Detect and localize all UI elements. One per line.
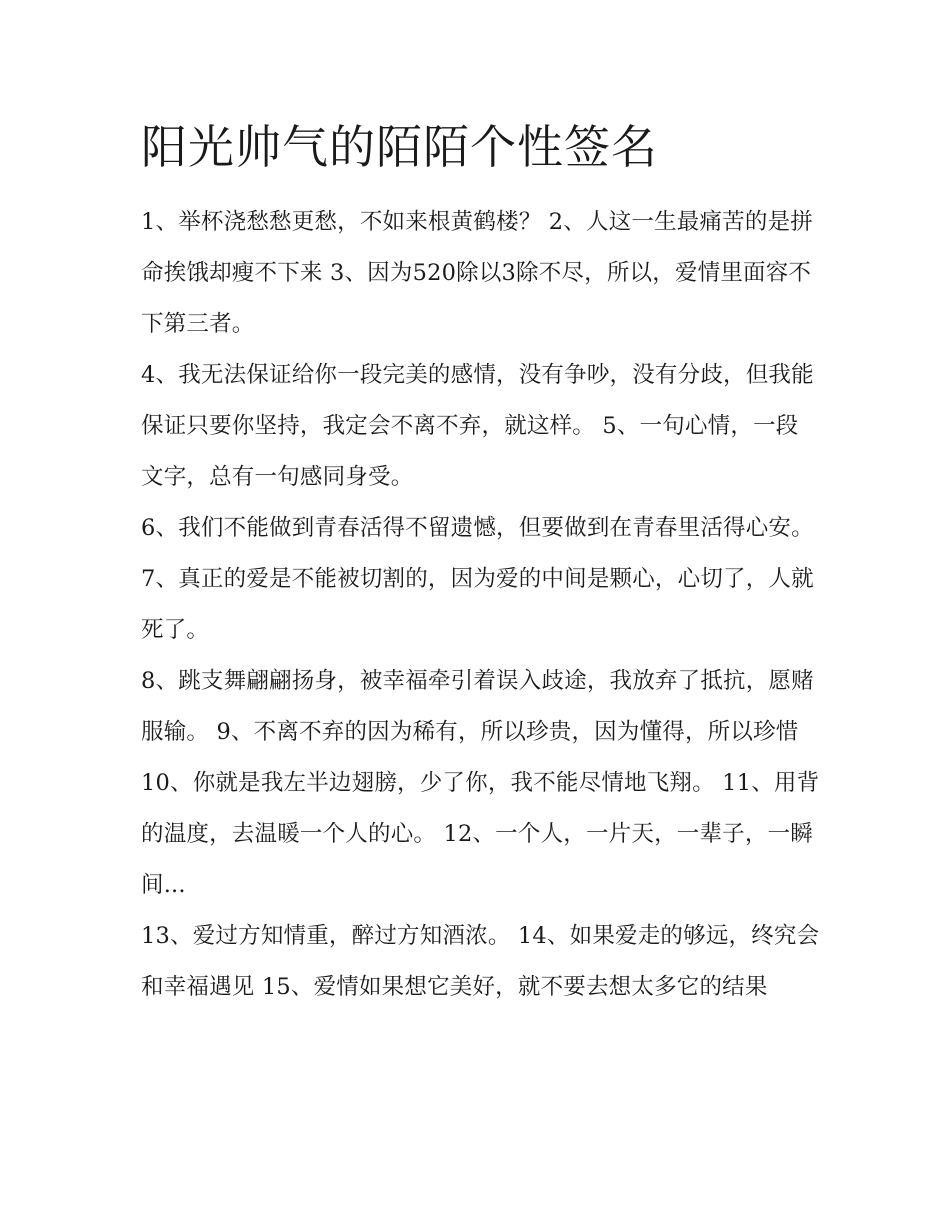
paragraph-5: 10、你就是我左半边翅膀，少了你，我不能尽情地飞翔。 11、用背的温度，去温暖一个人的心。 12、一个人，一片天，一辈子，一瞬间...: [141, 770, 820, 898]
paragraph-2: 4、我无法保证给你一段完美的感情，没有争吵，没有分歧，但我能保证只要你坚持，我定会不离不弃，就这样。 5、一句心情，一段文字，总有一句感同身受。: [141, 362, 814, 490]
document-body: [141, 197, 821, 1013]
paragraph-6: 13、爱过方知情重，醉过方知酒浓。 14、如果爱走的够远，终究会和幸福遇见 15、爱情如果想它美好，就不要去想太多它的结果: [141, 923, 820, 1000]
document-title: 阳光帅气的陌陌个性签名: [141, 120, 658, 174]
paragraph-3: 6、我们不能做到青春活得不留遗憾，但要做到在青春里活得心安。 7、真正的爱是不能被切割的，因为爱的中间是颗心，心切了，人就死了。: [141, 515, 814, 643]
paragraph-1: 1、举杯浇愁愁更愁，不如来根黄鹤楼？ 2、人这一生最痛苦的是拼命挨饿却瘦不下来 3、因为520除以3除不尽，所以，爱情里面容不下第三者。: [141, 209, 813, 337]
paragraph-4: 8、跳支舞翩翩扬身，被幸福牵引着误入歧途，我放弃了抵抗，愿赌服输。 9、不离不弃的因为稀有，所以珍贵，因为懂得，所以珍惜: [141, 668, 814, 745]
